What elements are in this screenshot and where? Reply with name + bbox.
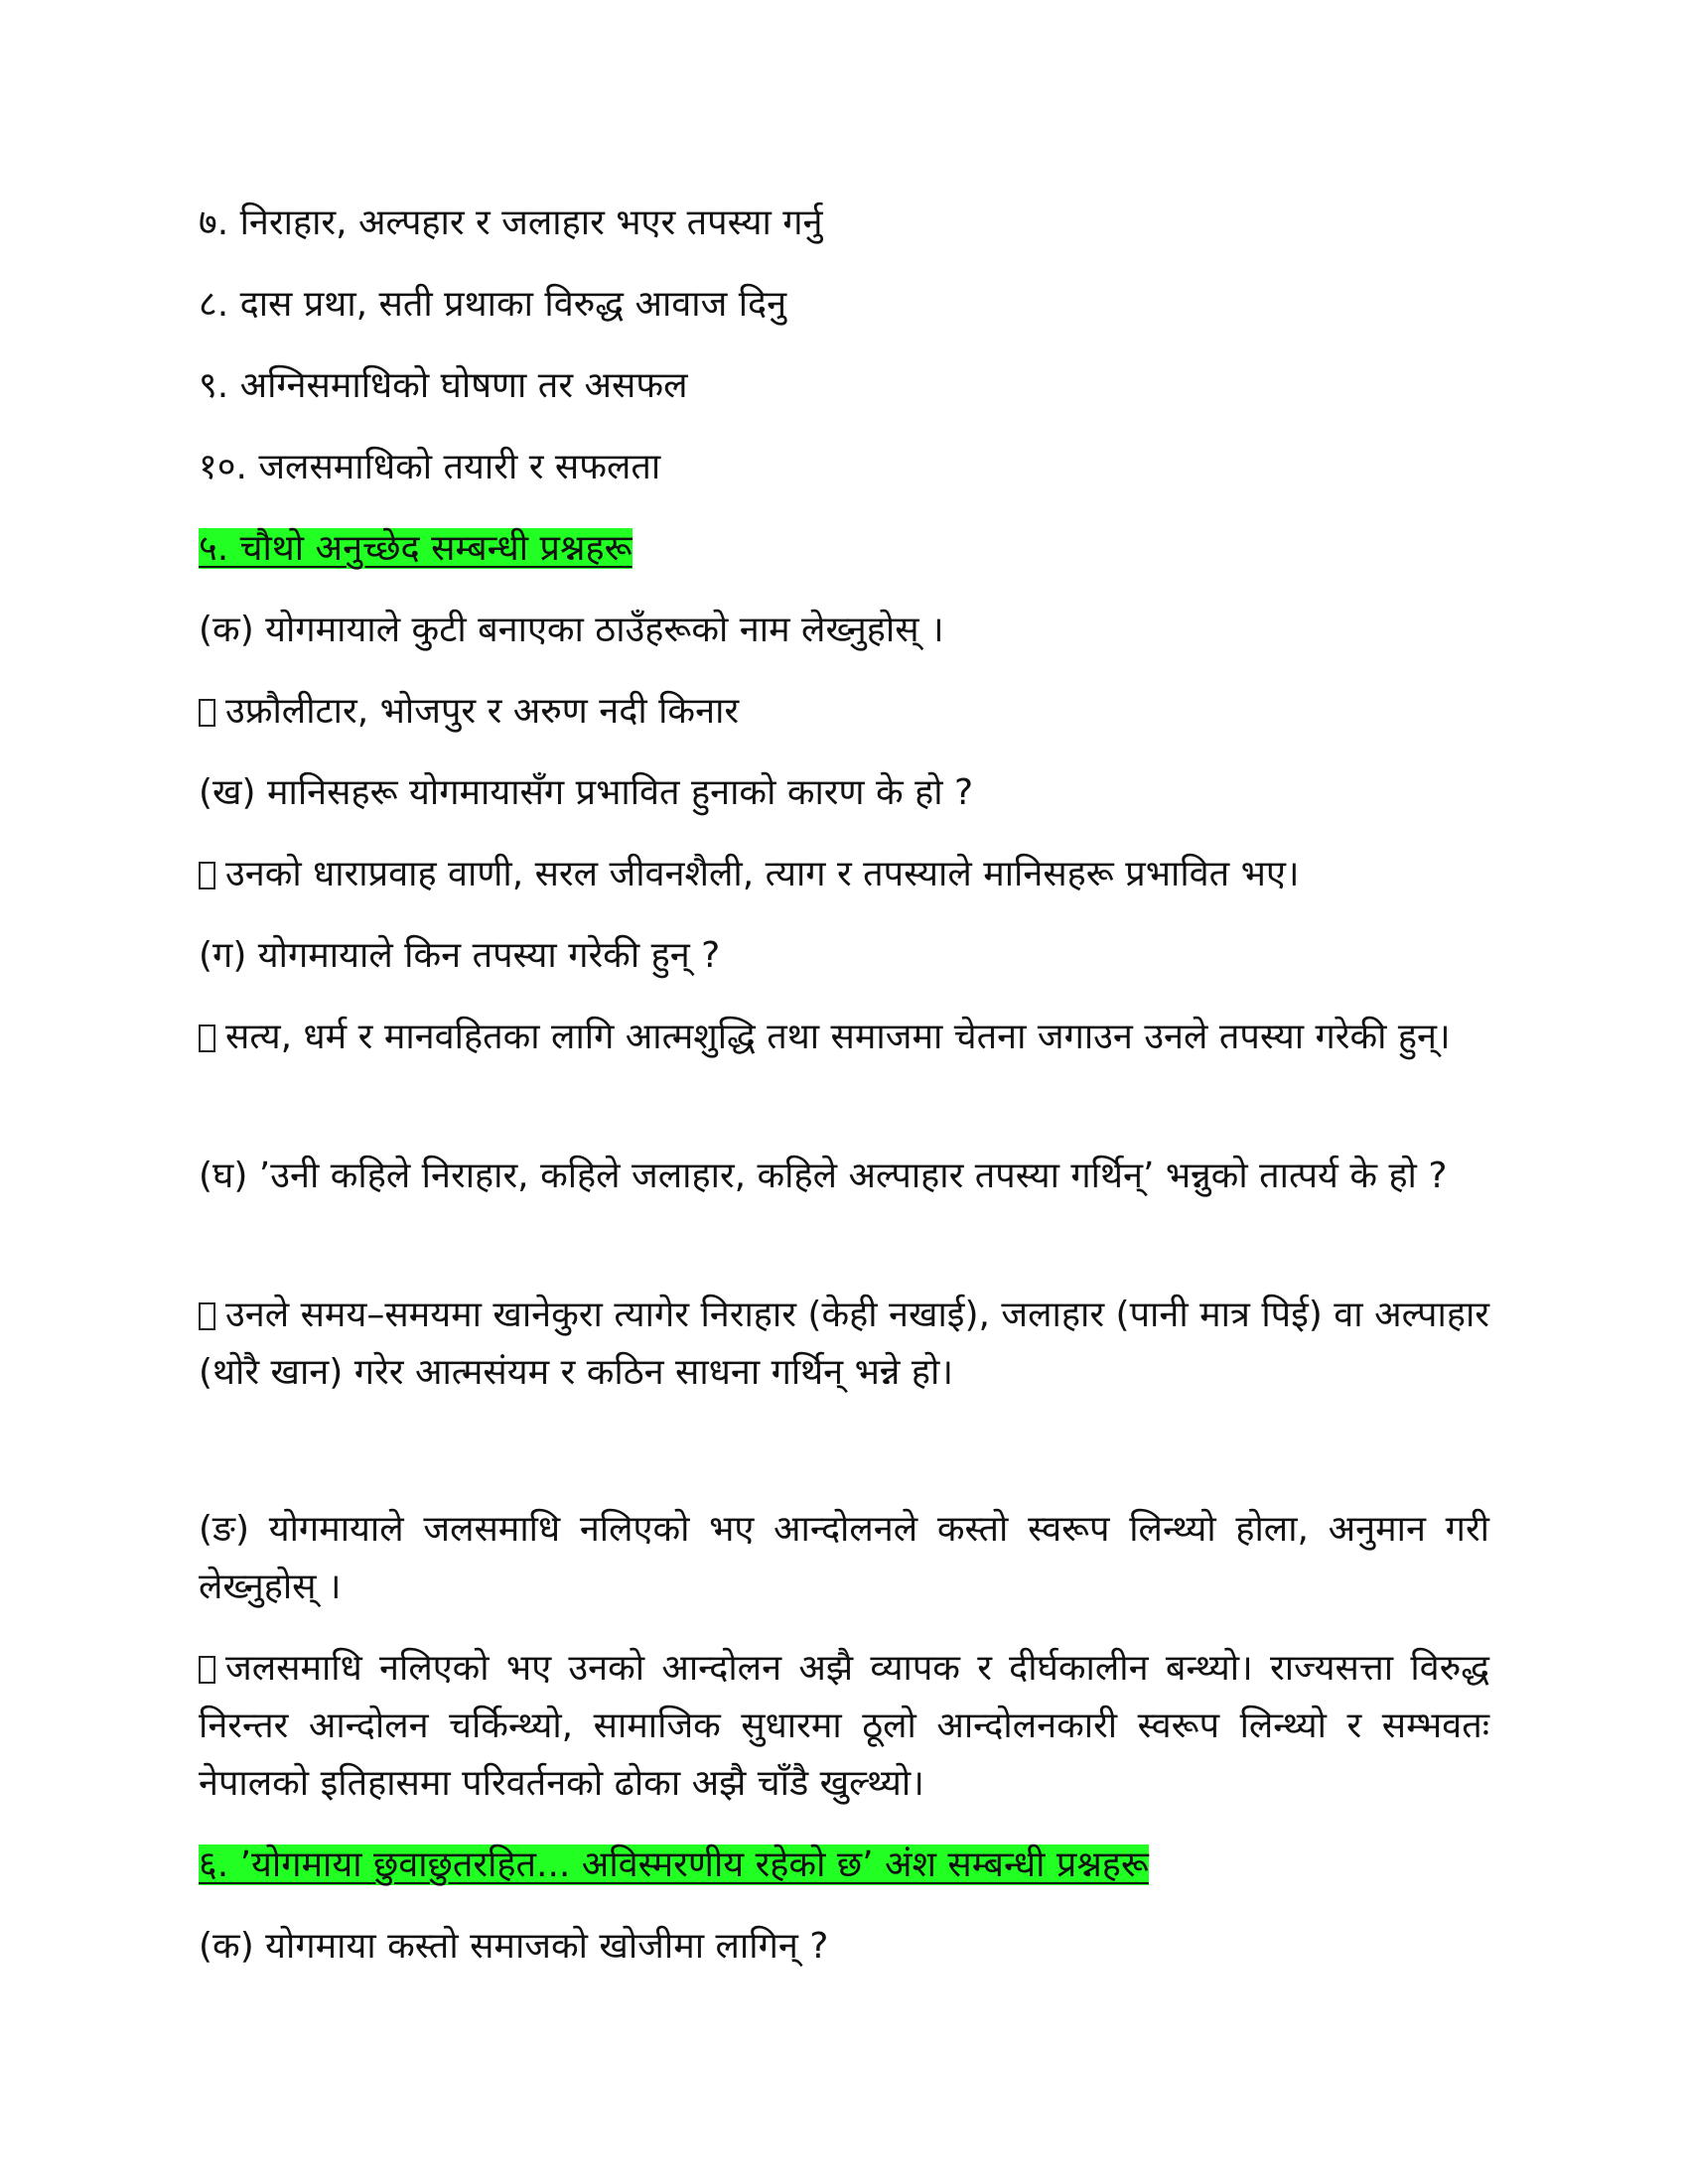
question: (ग) योगमायाले किन तपस्या गरेकी हुन् ? bbox=[199, 935, 721, 976]
answer bbox=[199, 846, 1300, 903]
answer-bullet-icon bbox=[199, 1024, 215, 1052]
answer-text: उनले समय–समयमा खानेकुरा त्यागेर निराहार (केही नखाई), जलाहार (पानी मात्र पिई) वा अल्पाहार (थोरै खान) गरेर आत्मसंयम र कठिन साधना गर्थिन् भन्ने हो। bbox=[199, 1295, 1489, 1393]
list-item: ८. दास प्रथा, सती प्रथाका विरुद्ध आवाज दिनु bbox=[199, 284, 787, 325]
question: (क) योगमाया कस्तो समाजको खोजीमा लागिन् ? bbox=[199, 1926, 829, 1967]
answer-bullet-icon bbox=[199, 699, 215, 727]
question: (क) योगमायाले कुटी बनाएका ठाउँहरूको नाम लेख्नुहोस् । bbox=[199, 610, 944, 650]
answer-bullet-icon bbox=[199, 862, 215, 889]
answer-bullet-icon bbox=[199, 1302, 215, 1330]
answer-text: जलसमाधि नलिएको भए उनको आन्दोलन अझै व्यापक र दीर्घकालीन बन्थ्यो। राज्यसत्ता विरुद्ध निरन्तर आन्दोलन चर्किन्थ्यो, सामाजिक सुधारमा ठूलो आन्दोलनकारी स्वरूप लिन्थ्यो र सम्भवतः नेपालको इतिहासमा परिवर्तनको ढोका अझै चाँडै खुल्थ्यो। bbox=[199, 1648, 1489, 1804]
answer-text: उफ्रौलीटार, भोजपुर र अरुण नदी किनार bbox=[225, 691, 740, 732]
answer bbox=[199, 683, 739, 741]
answer-text: सत्य, धर्म र मानवहितका लागि आत्मशुद्धि तथा समाजमा चेतना जगाउन उनले तपस्या गरेकी हुन्। bbox=[225, 1017, 1451, 1057]
section-heading-text: ६. ’योगमाया छुवाछुतरहित... अविस्मरणीय रहेको छ’ अंश सम्बन्धी प्रश्नहरू bbox=[199, 1844, 1149, 1885]
list-item: ७. निराहार, अल्पहार र जलाहार भएर तपस्या गर्नु bbox=[199, 203, 823, 243]
answer-bullet-icon bbox=[199, 1656, 215, 1684]
section-heading bbox=[199, 1837, 1149, 1894]
answer bbox=[199, 1009, 1489, 1066]
section-heading bbox=[199, 520, 633, 578]
answer-text: उनको धाराप्रवाह वाणी, सरल जीवनशैली, त्याग र तपस्याले मानिसहरू प्रभावित भए। bbox=[225, 854, 1300, 894]
answer bbox=[199, 1640, 1489, 1813]
list-item: १०. जलसमाधिको तयारी र सफलता bbox=[199, 447, 661, 487]
section-heading-text: ५. चौथो अनुच्छेद सम्बन्धी प्रश्नहरू bbox=[199, 528, 633, 569]
list-item: ९. अग्निसमाधिको घोषणा तर असफल bbox=[199, 365, 688, 406]
question: (ङ) योगमायाले जलसमाधि नलिएको भए आन्दोलनले कस्तो स्वरूप लिन्थ्यो होला, अनुमान गरी लेख्नुहोस् । bbox=[199, 1509, 1489, 1607]
question: (ख) मानिसहरू योगमायासँग प्रभावित हुनाको कारण के हो ? bbox=[199, 772, 974, 813]
question: (घ) ’उनी कहिले निराहार, कहिले जलाहार, कहिले अल्पाहार तपस्या गर्थिन्’ भन्नुको तात्पर्य के हो ? bbox=[199, 1156, 1448, 1196]
answer bbox=[199, 1287, 1489, 1402]
